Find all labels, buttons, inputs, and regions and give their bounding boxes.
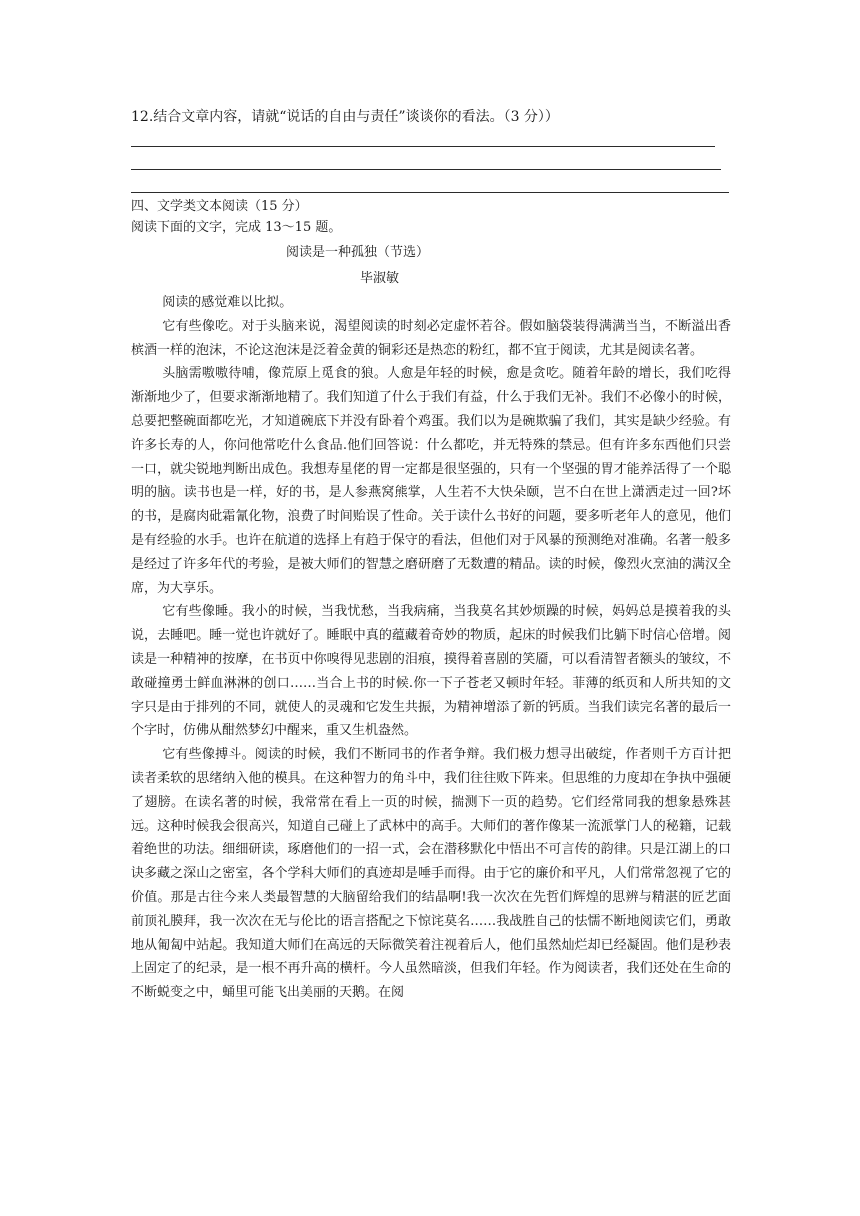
question-12: 12.结合文章内容，请就“说话的自由与责任”谈谈你的看法。（3 分）） xyxy=(131,109,559,125)
article-title: 阅读是一种孤独（节选） xyxy=(286,245,430,260)
article-author: 毕淑敏 xyxy=(360,271,400,286)
answer-line-3 xyxy=(131,192,729,193)
paragraph: 它有些像睡。我小的时候，当我忧愁，当我病痛，当我莫名其妙烦躁的时候，妈妈总是摸着我的头说，去睡吧。睡一觉也许就好了。睡眠中真的蕴藏着奇妙的物质，起床的时候我们比躺下时信心倍增。阅读是一种精神的按摩，在书页中你嗅得见悲剧的泪痕，摸得着喜剧的笑靥，可以看清智者额头的皱纹，不敢碰撞勇士鲜血淋淋的创口……当合上书的时候.你一下子苍老又顿时年轻。菲薄的纸页和人所共知的文字只是由于排列的不同，就使人的灵魂和它发生共振，为精神增添了新的钙质。当我们读完名著的最后一个字时，仿佛从酣然梦幻中醒来，重又生机盎然。 xyxy=(131,604,731,739)
section-instruction: 阅读下面的文字，完成 13～15 题。 xyxy=(131,220,342,235)
section-heading: 四、文学类文本阅读（15 分） xyxy=(131,199,308,214)
paragraph: 它有些像搏斗。阅读的时候，我们不断同书的作者争辩。我们极力想寻出破绽，作者则千方百计把读者柔软的思绪纳入他的模具。在这种智力的角斗中，我们往往败下阵来。但思维的力度却在争执中强硬了翅膀。在读名著的时候，我常常在看上一页的时候，揣测下一页的趋势。它们经常同我的想象悬殊甚远。这种时候我会很高兴，知道自己碰上了武林中的高手。大师们的著作像某一流派掌门人的秘籍，记载着绝世的功法。细细研读，琢磨他们的一招一式，会在潜移默化中悟出不可言传的韵律。只是江湖上的口诀多藏之深山之密室，各个学科大师们的真迹却是唾手而得。由于它的廉价和平凡，人们常常忽视了它的价值。那是古往今来人类最智慧的大脑留给我们的结晶啊!我一次次在先哲们辉煌的思辨与精湛的匠艺面前顶礼膜拜，我一次次在无与伦比的语言搭配之下惊诧莫名……我战胜自己的怯懦不断地阅读它们，勇敢地从匍匐中站起。我知道大师们在高远的天际微笑着注视着后人，他们虽然灿烂却已经凝固。他们是秒表上固定了的纪录，是一根不再升高的横杆。今人虽然暗淡，但我们年轻。作为阅读者，我们还处在生命的不断蜕变之中，蛹里可能飞出美丽的天鹅。在阅 xyxy=(131,747,731,1001)
paragraph: 它有些像吃。对于头脑来说，渴望阅读的时刻必定虚怀若谷。假如脑袋装得满满当当，不断溢出香槟酒一样的泡沫，不论这泡沫是泛着金黄的铜彩还是热恋的粉红，都不宜于阅读，尤其是阅读名著。 xyxy=(131,318,731,358)
article-body xyxy=(131,291,731,1005)
paragraph: 阅读的感觉难以比拟。 xyxy=(162,295,293,310)
answer-line-1 xyxy=(131,146,715,147)
paragraph: 头脑需嗷嗷待哺，像荒原上觅食的狼。人愈是年轻的时候，愈是贪吃。随着年龄的增长，我们吃得渐渐地少了，但要求渐渐地精了。我们知道了什么于我们有益，什么于我们无补。我们不必像小的时候，总要把整碗面都吃光，才知道碗底下并没有卧着个鸡蛋。我们以为是碗欺骗了我们，其实是缺少经验。有许多长寿的人，你问他常吃什么食品.他们回答说：什么都吃，并无特殊的禁忌。但有许多东西他们只尝一口，就尖锐地判断出成色。我想寿星佬的胃一定都是很坚强的，只有一个坚强的胃才能养活得了一个聪明的脑。读书也是一样，好的书，是人参燕窝熊掌，人生若不大快朵颐，岂不白在世上潇洒走过一回?坏的书，是腐肉砒霜氰化物，浪费了时间贻误了性命。关于读什么书好的问题，要多听老年人的意见，他们是有经验的水手。也许在航道的选择上有趋于保守的看法，但他们对于风暴的预测绝对准确。名著一般多是经过了许多年代的考验，是被大师们的智慧之磨研磨了无数遭的精品。读的时候，像烈火烹油的满汉全席，为大享乐。 xyxy=(131,366,731,596)
answer-line-2 xyxy=(131,169,721,170)
